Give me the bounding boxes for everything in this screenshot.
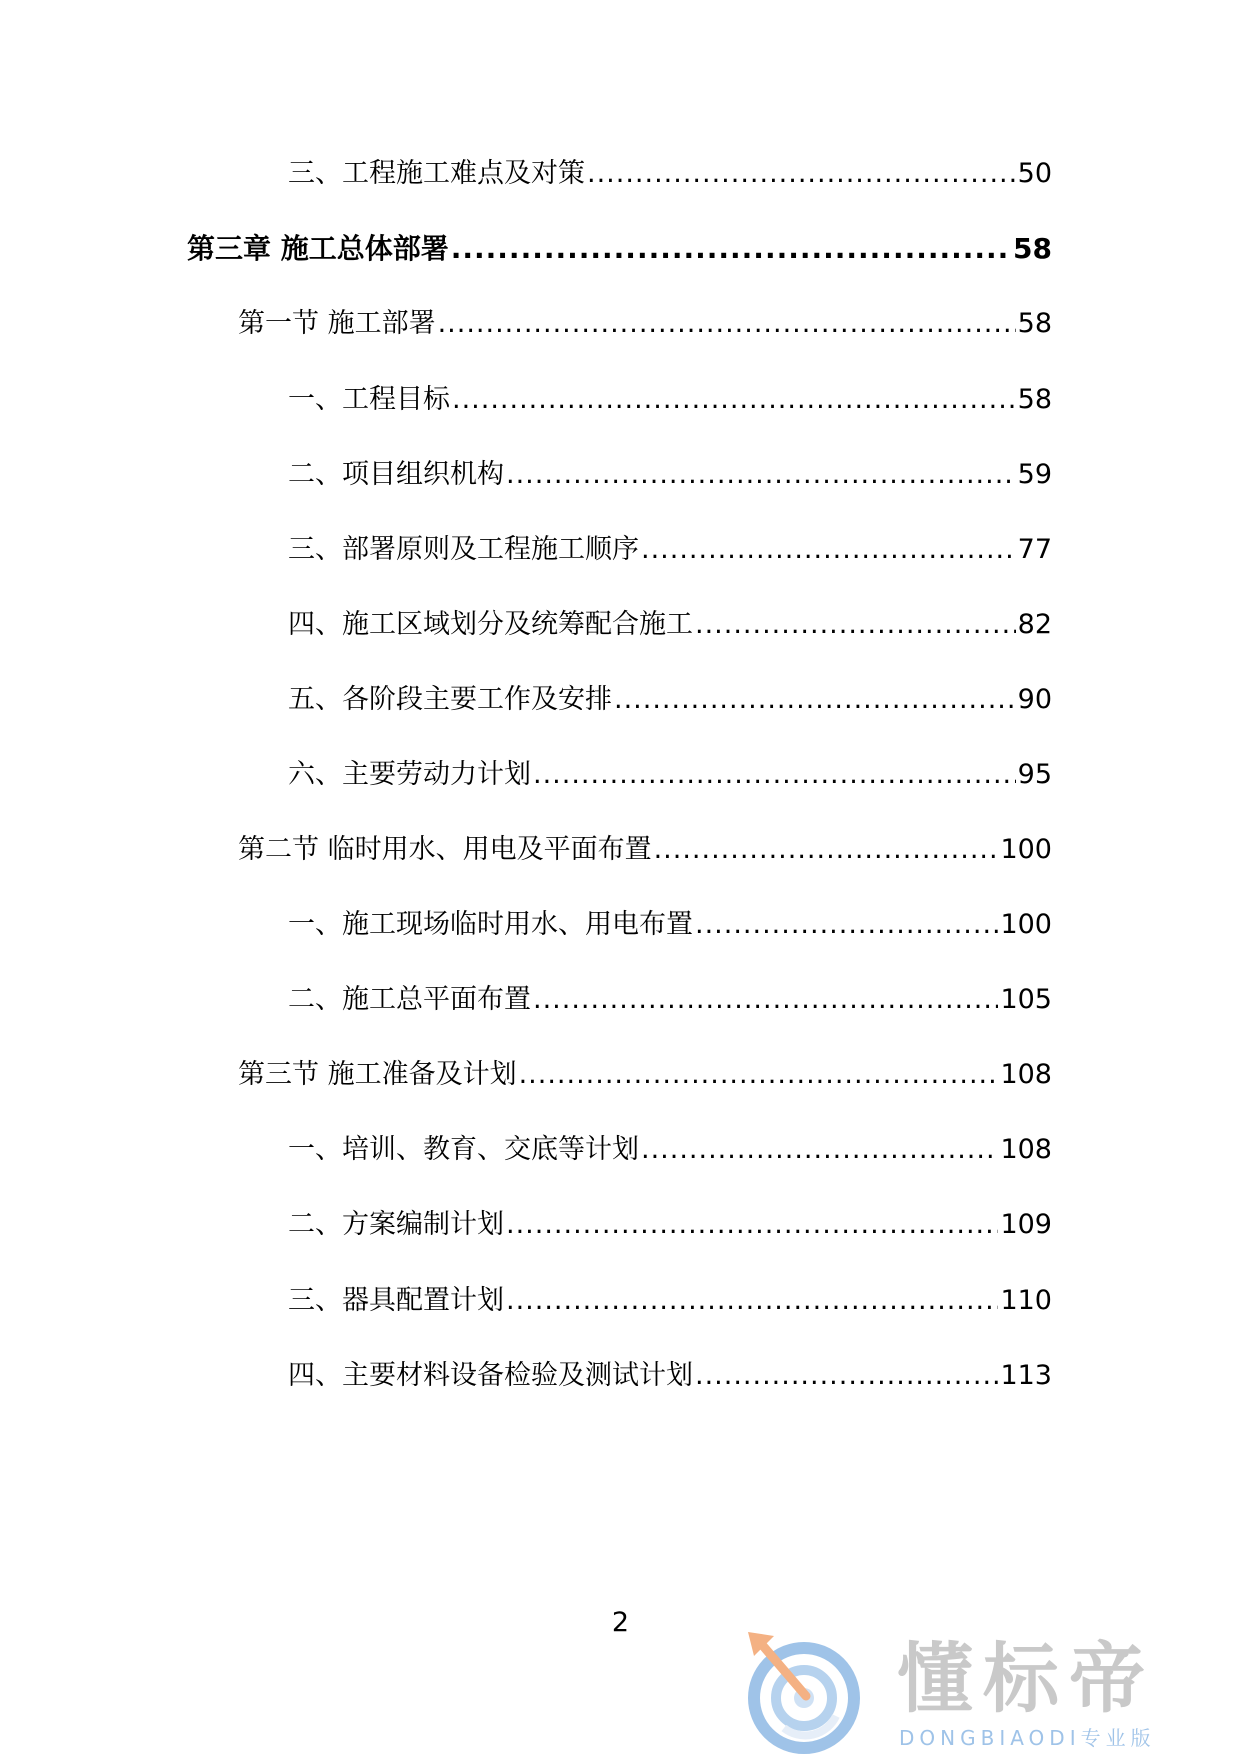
toc-entry (288, 756, 1052, 794)
toc-leader-dots (533, 756, 1016, 794)
toc-leader-dots (695, 906, 998, 944)
watermark-logo (744, 1632, 1224, 1754)
toc-entry-title: 四、施工区域划分及统筹配合施工 (288, 609, 693, 640)
toc-entry (288, 381, 1052, 419)
toc-entry-page: 90 (1017, 684, 1052, 715)
toc-entry-title: 三、部署原则及工程施工顺序 (288, 534, 639, 565)
toc-entry-page: 100 (1000, 909, 1052, 940)
page-number: 2 (611, 1607, 630, 1638)
toc-entry-title: 三、器具配置计划 (288, 1285, 504, 1316)
toc-entry-page: 58 (1017, 308, 1052, 339)
toc-entry-page: 100 (1000, 834, 1052, 865)
toc-entry (288, 456, 1052, 494)
toc-entry-section (238, 831, 1052, 869)
toc-entry-title: 一、工程目标 (288, 384, 450, 415)
toc-entry-page: 82 (1017, 609, 1052, 640)
toc-entry-title: 四、主要材料设备检验及测试计划 (288, 1360, 693, 1391)
toc-entry-page: 77 (1017, 534, 1052, 565)
toc-leader-dots (641, 1131, 998, 1169)
toc-entry-page: 59 (1017, 459, 1052, 490)
toc-leader-dots (695, 606, 1016, 644)
toc-leader-dots (451, 230, 1011, 268)
toc-entry-title: 一、施工现场临时用水、用电布置 (288, 909, 693, 940)
toc-entry-title: 一、培训、教育、交底等计划 (288, 1134, 639, 1165)
toc-entry-page: 58 (1013, 232, 1052, 265)
toc-entry-title: 三、工程施工难点及对策 (288, 158, 585, 189)
toc-entry-section (238, 305, 1052, 343)
toc-entry-section (238, 1056, 1052, 1094)
toc-leader-dots (506, 456, 1016, 494)
toc-entry (288, 981, 1052, 1019)
toc-entry-title: 第三章 施工总体部署 (187, 232, 449, 265)
toc-entry-title: 二、施工总平面布置 (288, 984, 531, 1015)
toc-entry (288, 1131, 1052, 1169)
toc-entry-title: 第三节 施工准备及计划 (238, 1059, 517, 1090)
toc-entry (288, 906, 1052, 944)
toc-entry-title: 二、项目组织机构 (288, 459, 504, 490)
toc-entry-page: 50 (1017, 158, 1052, 189)
toc-entry-page: 58 (1017, 384, 1052, 415)
toc-entry-title: 第二节 临时用水、用电及平面布置 (238, 834, 652, 865)
toc-entry (288, 155, 1052, 193)
toc-entry-title: 第一节 施工部署 (238, 308, 436, 339)
toc-entry (288, 1206, 1052, 1244)
toc-entry-page: 109 (1000, 1209, 1052, 1240)
toc-entry (288, 606, 1052, 644)
toc-leader-dots (452, 381, 1016, 419)
brand-subtext: DONGBIAODI专业版 (899, 1726, 1156, 1750)
toc-entry-page: 95 (1017, 759, 1052, 790)
toc-entry-page: 113 (1000, 1360, 1052, 1391)
toc-leader-dots (614, 681, 1016, 719)
toc-leader-dots (519, 1056, 999, 1094)
target-arrow-icon (744, 1632, 874, 1754)
toc-entry (288, 1357, 1052, 1395)
toc-entry (288, 531, 1052, 569)
toc-leader-dots (654, 831, 999, 869)
toc-leader-dots (587, 155, 1016, 193)
toc-leader-dots (695, 1357, 998, 1395)
toc-leader-dots (438, 305, 1016, 343)
toc-leader-dots (533, 981, 998, 1019)
toc-entry-title: 二、方案编制计划 (288, 1209, 504, 1240)
brand-name: 懂标帝 (897, 1634, 1155, 1723)
toc-entry (288, 681, 1052, 719)
toc-leader-dots (641, 531, 1016, 569)
toc-leader-dots (506, 1282, 998, 1320)
toc-entry-title: 六、主要劳动力计划 (288, 759, 531, 790)
toc-entry-page: 108 (1000, 1059, 1052, 1090)
toc-leader-dots (506, 1206, 998, 1244)
toc-entry-page: 110 (1000, 1285, 1052, 1316)
toc-entry-page: 108 (1000, 1134, 1052, 1165)
toc-entry-title: 五、各阶段主要工作及安排 (288, 684, 612, 715)
toc-entry (288, 1282, 1052, 1320)
toc-entry-page: 105 (1000, 984, 1052, 1015)
toc-entry-chapter (187, 230, 1052, 268)
